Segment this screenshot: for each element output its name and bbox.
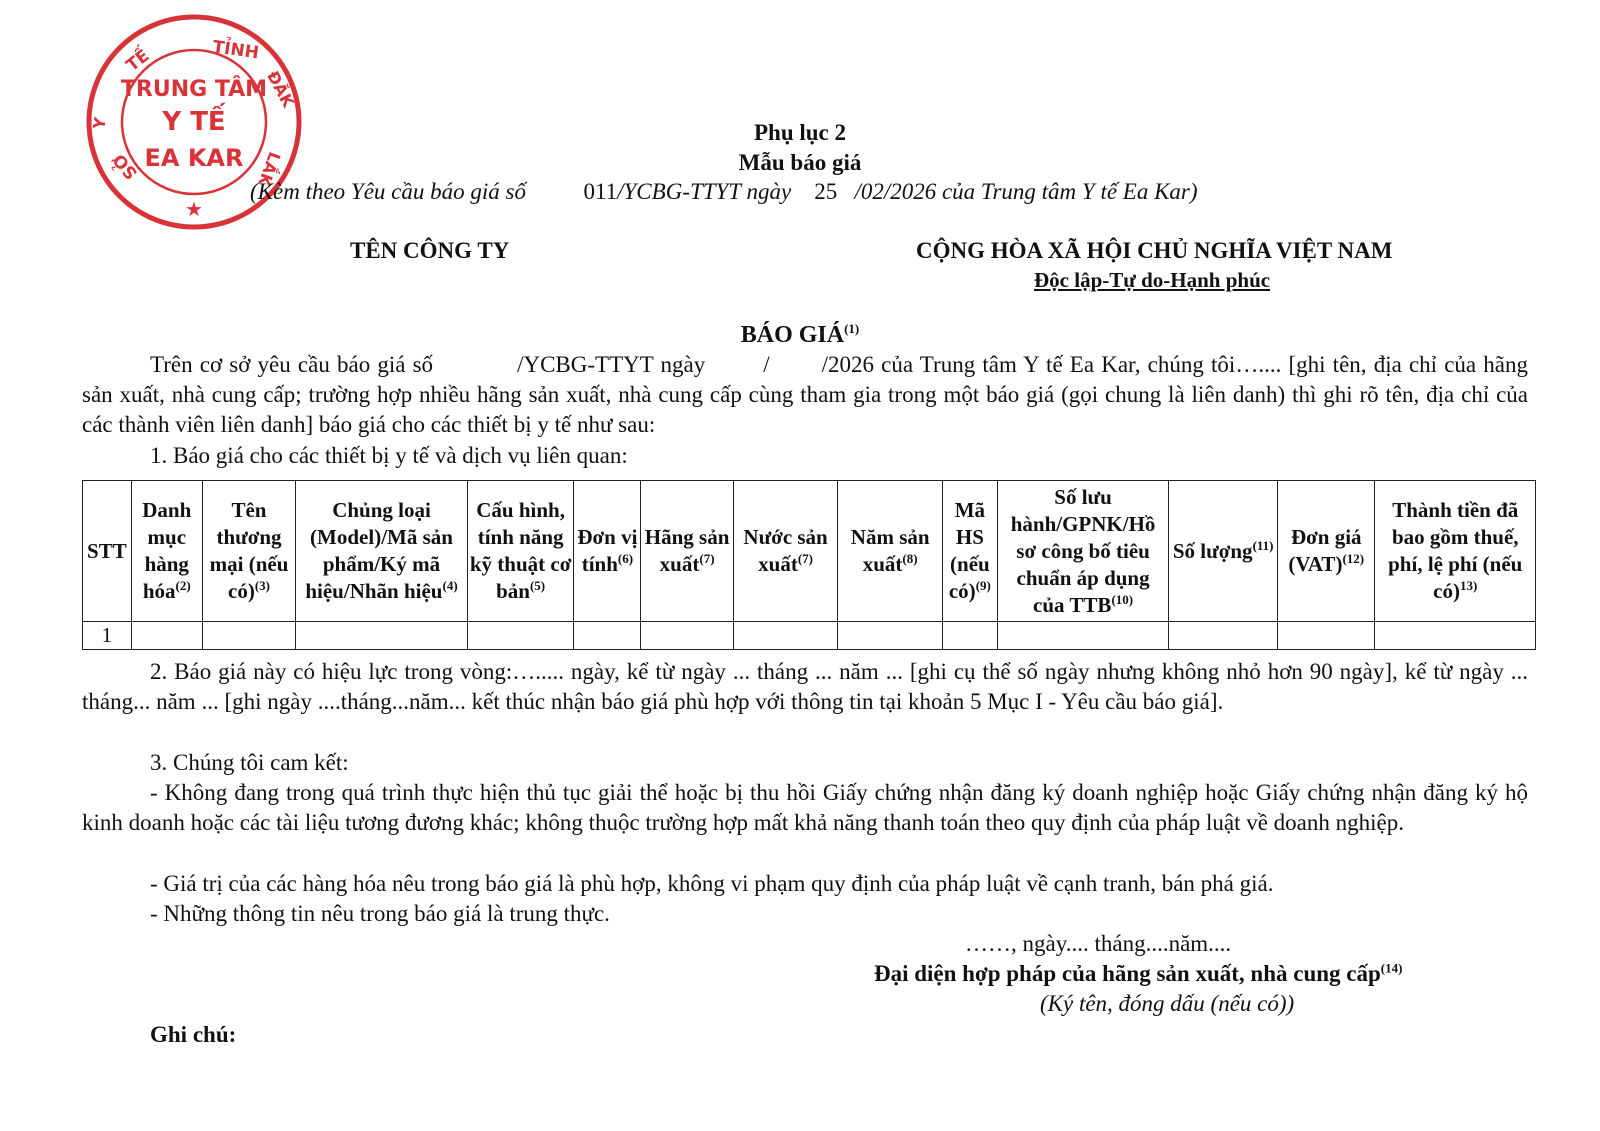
- intro-paragraph: [82, 350, 1528, 440]
- subtitle-part3: /02/2026 của Trung tâm Y tế Ea Kar): [854, 179, 1198, 204]
- table-cell: [296, 622, 468, 650]
- table-cell: [641, 622, 733, 650]
- stamp-line2: Y TẾ: [162, 107, 226, 137]
- header-cell-note: (8): [902, 551, 918, 566]
- table-header-cell: [1169, 481, 1278, 622]
- company-name: TÊN CÔNG TY: [350, 238, 510, 263]
- table-header-cell: [733, 481, 838, 622]
- header-cell-note: (2): [175, 578, 191, 593]
- stamp-ring-left-upper: TẾ: [122, 45, 154, 76]
- header-cell-text: Nước sản xuất: [743, 525, 828, 576]
- stamp-ring-top: TỈNH: [211, 37, 261, 64]
- table-cell: [574, 622, 641, 650]
- header-cell-note: (10): [1111, 591, 1134, 607]
- header-cell-note: (9): [975, 578, 991, 593]
- table-header-cell: [641, 481, 733, 622]
- table-header-cell: [997, 481, 1169, 622]
- table-cell: [1278, 622, 1375, 650]
- quote-title-note: (1): [844, 321, 860, 336]
- table-row: [83, 622, 1536, 650]
- signature-instruction: (Ký tên, đóng dấu (nếu có)): [1040, 991, 1295, 1016]
- table-cell: [838, 622, 943, 650]
- stamp-ring-left-mid: Y: [89, 115, 110, 131]
- appendix-label: Phụ lục 2: [753, 120, 847, 145]
- form-title: Mẫu báo giá: [738, 150, 862, 175]
- intro-c: /: [763, 352, 770, 377]
- commitment-bullet-1: [82, 778, 1528, 838]
- stamp-line1: TRUNG TÂM: [120, 77, 268, 102]
- table-header-cell: [467, 481, 574, 622]
- place-date-line: ……, ngày.... tháng....năm....: [965, 931, 1232, 956]
- intro-rest: [ghi tên, địa chỉ của hãng sản xuất, nhà cung cấp; trường hợp nhiều hãng sản xuất, nhà cung cấp cùng tham gia trong một báo giá (gọi chung là liên danh) thì ghi rõ tên, địa chỉ của các thành viên liên danh] báo giá cho các thiết bị y tế như sau:: [82, 352, 1528, 437]
- stamp-ring-right-lower: LẮK: [254, 149, 285, 189]
- national-motto: Độc lập-Tự do-Hạnh phúc: [1034, 268, 1271, 292]
- header-cell-note: (4): [442, 578, 458, 593]
- header-cell-note: (3): [254, 578, 270, 593]
- representative-title: [874, 959, 1402, 989]
- intro-b: /YCBG-TTYT ngày: [517, 352, 706, 377]
- validity-text: 2. Báo giá này có hiệu lực trong vòng:…..... ngày, kể từ ngày ... tháng ... năm ... [ghi cụ thể số ngày nhưng không nhỏ hơn 90 ngày], kể từ ngày ... tháng... năm ... [ghi ngày ....tháng...năm... kết thúc nhận báo giá phù hợp với thông tin tại khoản 5 Mục I - Yêu cầu báo giá].: [82, 659, 1528, 714]
- header-cell-text: Số lượng: [1172, 538, 1253, 563]
- table-header-cell: [202, 481, 295, 622]
- table-header-cell: [838, 481, 943, 622]
- table-cell: [467, 622, 574, 650]
- header-cell-note: (12): [1342, 551, 1365, 566]
- stamp-ring-left-lower: SỞ: [109, 149, 142, 183]
- table-header-cell: [296, 481, 468, 622]
- table-cell: [733, 622, 838, 650]
- table-header-cell: [131, 481, 202, 622]
- subtitle: [250, 177, 1350, 207]
- header-cell-note: (5): [529, 578, 546, 593]
- header-cell-note: (11): [1252, 537, 1274, 553]
- header-cell-text: Số lưu hành/GPNK/Hồ sơ công bố tiêu chuẩn áp dụng của TTB: [1010, 484, 1156, 617]
- table-cell: [942, 622, 997, 650]
- header-cell-note: 13): [1459, 578, 1478, 593]
- header-cell-text: STT: [87, 538, 127, 563]
- table-cell: [202, 622, 295, 650]
- header-cell-text: Đơn giá (VAT): [1288, 525, 1362, 576]
- quote-table: [82, 480, 1536, 650]
- table-header-cell: [83, 481, 132, 622]
- validity-paragraph: [82, 657, 1528, 717]
- table-header-cell: [942, 481, 997, 622]
- header-cell-text: Danh mục hàng hóa: [142, 498, 192, 603]
- subtitle-number: 011: [583, 179, 618, 204]
- commitment-heading: 3. Chúng tôi cam kết:: [150, 750, 349, 775]
- table-cell: [997, 622, 1169, 650]
- table-header-cell: [1278, 481, 1375, 622]
- table-header-row: [83, 481, 1536, 622]
- commitment-bullet-3: - Những thông tin nêu trong báo giá là trung thực.: [150, 901, 610, 926]
- header-cell-text: Thành tiền đã bao gồm thuế, phí, lệ phí (nếu có): [1388, 498, 1523, 603]
- quote-title-text: BÁO GIÁ: [740, 322, 845, 348]
- header-cell-text: Cấu hình, tính năng kỹ thuật cơ bản: [469, 498, 572, 603]
- header-cell-text: Hãng sản xuất: [644, 525, 730, 576]
- national-title: CỘNG HÒA XÃ HỘI CHỦ NGHĨA VIỆT NAM: [916, 238, 1393, 263]
- commitment-bullet-2: - Giá trị của các hàng hóa nêu trong báo giá là phù hợp, không vi phạm quy định của pháp luật về cạnh tranh, bán phá giá.: [150, 871, 1274, 896]
- header-cell-text: Đơn vị tính: [577, 525, 638, 576]
- item1-heading: 1. Báo giá cho các thiết bị y tế và dịch vụ liên quan:: [150, 443, 628, 468]
- table-cell: [131, 622, 202, 650]
- stamp-line3: EA KAR: [144, 144, 244, 172]
- intro-d: /2026 của Trung tâm Y tế Ea Kar, chúng tôi…....: [821, 352, 1282, 377]
- subtitle-part2: /YCBG-TTYT ngày: [617, 179, 792, 204]
- table-header-cell: [1375, 481, 1536, 622]
- table-cell: 1: [83, 622, 132, 650]
- header-cell-text: Chủng loại (Model)/Mã sản phẩm/Ký mã hiệu/Nhãn hiệu: [305, 498, 453, 603]
- intro-a: Trên cơ sở yêu cầu báo giá số: [150, 352, 434, 377]
- header-cell-note: (7): [797, 551, 814, 566]
- quote-title: [0, 320, 1600, 350]
- header-cell-note: (6): [617, 551, 634, 566]
- table-cell: [1169, 622, 1278, 650]
- header-cell-text: Mã HS (nếu có): [948, 498, 990, 603]
- stamp-star-icon: ★: [185, 197, 203, 221]
- table-header-cell: [574, 481, 641, 622]
- representative-note: (14): [1380, 960, 1403, 976]
- subtitle-part1: (Kèm theo Yêu cầu báo giá số: [250, 179, 526, 204]
- header-cell-text: Tên thương mại (nếu có): [209, 498, 289, 603]
- header-cell-note: (7): [699, 551, 715, 566]
- bullet1-text: - Không đang trong quá trình thực hiện thủ tục giải thể hoặc bị thu hồi Giấy chứng nhận đăng ký doanh nghiệp hoặc Giấy chứng nhận đăng ký hộ kinh doanh hoặc các tài liệu tương đương khác; không thuộc trường hợp mất khả năng thanh toán theo quy định của pháp luật về doanh nghiệp.: [82, 780, 1528, 835]
- table-cell: [1375, 622, 1536, 650]
- stamp-ring-right-upper: ĐẮK: [263, 67, 298, 111]
- representative-text: Đại diện hợp pháp của hãng sản xuất, nhà cung cấp: [874, 961, 1381, 986]
- notes-heading: Ghi chú:: [150, 1022, 237, 1047]
- subtitle-day: 25: [814, 179, 838, 204]
- header-cell-text: Năm sản xuất: [850, 525, 930, 576]
